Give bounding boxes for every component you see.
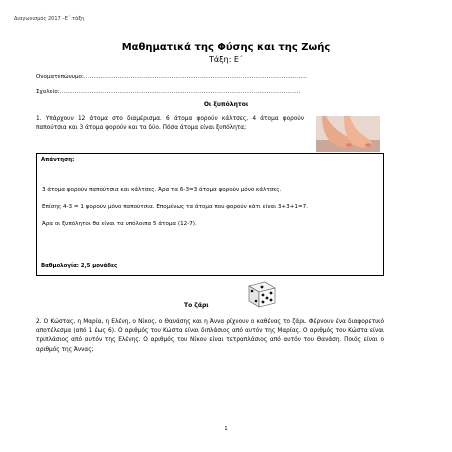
document-title: Μαθηματικά της Φύσης και της Ζωής [121, 42, 331, 53]
name-field[interactable] [36, 74, 308, 80]
answer-line-3: Άρα οι ξυπόλητοι θα είναι τα υπόλοιπα 5 άτομα (12-7). [42, 221, 197, 227]
school-dots: ………………………………………………………………………………………………………………… [59, 89, 301, 95]
name-label: Ονοματεπώνυμο: [36, 74, 84, 80]
question-2: 2. Ο Κώστας, η Μαρία, η Ελένη, ο Νίκος, ο Θανάσης και η Άννα ρίχνουν ο καθένας το ζάρι. Φέρνουν ένα διαφορετικό αποτέλεσμα (από 1 έως 6). Ο αριθμός του Κώστα είναι διπλάσιος από αυτόν της Μαρίας. Ο αριθμός του Κώστα είναι τριπλάσιος από αυτόν της Ελένης. Ο αριθμός του Νίκου είναι τετραπλάσιος από αυτόν του Θανάση. Ποιός είναι ο αριθμός της Άννας; [36, 319, 384, 353]
name-dots: ………………………………………………………………………………………………………… [83, 74, 308, 80]
page-number: 1 [224, 426, 228, 432]
answer-line-2: Επίσης 4-3 = 1 φορούν μόνο παπούτσια. Επομένως τα άτομα που φορούν κάτι είναι 3+3+1=7. [42, 204, 308, 210]
score-label: Βαθμολογία: 2,5 μονάδες [41, 263, 118, 269]
answer-box [36, 153, 384, 276]
section2-title: Το ζάρι [184, 302, 209, 309]
die-image [243, 280, 279, 308]
bare-feet-image [316, 116, 380, 152]
school-field[interactable] [36, 89, 384, 95]
school-label: Σχολείο: [36, 89, 60, 95]
answer-label: Απάντηση: [41, 157, 75, 163]
section1-title: Οι ξυπόλητοι [203, 101, 249, 108]
grade-label: Τάξη: Ε΄ [209, 55, 243, 64]
question-1: 1. Υπάρχουν 12 άτομα στο διαμέρισμα. 6 άτομα φορούν κάλτσες, 4 άτομα φορούν παπούτσια και 3 άτομα φορούν και τα δύο. Πόσα άτομα είναι ξυπόλητα; [36, 116, 304, 132]
answer-line-1: 3 άτομα φορούν παπούτσια και κάλτσες. Άρα τα 6-3=3 άτομα φορούν μόνο κάλτσες. [42, 187, 282, 193]
page-header: Διαγωνισμός 2017 –Ε΄ τάξη [14, 16, 85, 22]
